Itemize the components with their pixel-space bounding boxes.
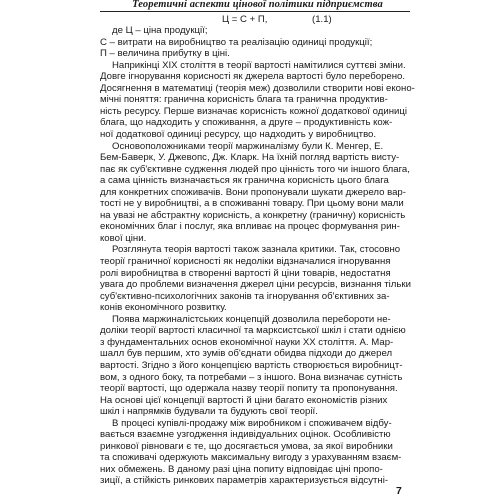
text-line: Розглянута теорія вартості також зазнала критики. Так, стосовно <box>112 244 401 256</box>
text-line: вається взаємне узгодження індивідуальних оцінок. Особливістю <box>100 429 391 441</box>
text-line: П – величина прибутку в ціні. <box>100 48 230 60</box>
text-line: пає як суб'єктивне судження людей про цінність того чи іншого блага, <box>100 163 410 175</box>
running-header: Теоретичні аспекти цінової політики підприємства <box>132 0 383 10</box>
text-line: увага до проблеми визначення джерел ціни ресурсів, визнання тільки <box>100 279 411 291</box>
text-line: конів економічного розвитку. <box>100 302 227 314</box>
text-line: шкіл і напрямків будували та будують свої теорії. <box>100 406 318 418</box>
text-line: теорії вартості, що одержала назву теорії попиту та пропонування. <box>100 383 398 395</box>
text-line: Бем-Баверк, У. Джевопс, Дж. Кларк. На їхній погляд вартість висту- <box>100 152 400 164</box>
text-line: ної додаткової одиниці ресурсу, що надходить у виробництво. <box>100 128 377 140</box>
text-line: Основоположниками теорії маржиналізму були К. Менгер, Е. <box>112 140 384 152</box>
text-line: суб'єктивно-психологічних законів та ігнорування об'єктивних за- <box>100 290 390 302</box>
text-line: ролі виробництва в створенні вартості й ціни товарів, недостатня <box>100 267 391 279</box>
text-line: шалл був першим, хто зумів об'єднати обидва підходи до джерел <box>100 348 393 360</box>
text-line: Досягнення в математиці (теорія меж) дозволили створити нові еконо- <box>100 82 415 94</box>
text-line: кової ціни. <box>100 232 147 244</box>
text-line: На основі цієї концепції вартості й ціни багато економістів різних <box>100 394 388 406</box>
text-line: В процесі купівлі-продажу між виробником і споживачем відбу- <box>112 417 392 429</box>
text-line: С – витрати на виробництво та реалізацію одиниці продукції; <box>100 36 373 48</box>
page-number: 7 <box>396 485 402 497</box>
text-line: а сама цінність визначається як гранична корисність цього блага <box>100 175 389 187</box>
text-line: та споживачі одержують максимальну вигоду з урахуванням взаєм- <box>100 452 402 464</box>
text-line: вом, з одного боку, та потребами – з іншого. Вона визначає сутність <box>100 371 403 383</box>
text-line: Наприкінці XIX століття в теорії вартості намітилися суттєві зміни. <box>112 59 406 71</box>
text-line: ринкової рівноваги є те, що досягається умова, за якої виробники <box>100 440 393 452</box>
text-line: тості не у виробництві, а в споживанні товару. При цьому вони мали <box>100 198 404 210</box>
text-line: вартості. Згідно з його концепцією вартість створюється виробницт- <box>100 359 403 371</box>
text-line: них обмежень. В даному разі ціна попиту відповідає ціні пропо- <box>100 463 383 475</box>
text-line: де Ц – ціна продукції; <box>112 25 208 36</box>
text-line: Поява маржиналістських концепцій дозволила перебороти не- <box>112 313 391 325</box>
text-line: на увазі не абстрактну корисність, а конкретну (граничну) корисність <box>100 209 406 221</box>
text-line: теорії граничної корисності як недоліки відзначалися ігнорування <box>100 256 391 267</box>
formula: Ц = С + П, <box>222 14 268 25</box>
text-line: доліки теорії вартості класичної та марксистської шкіл і стати однією <box>100 325 406 337</box>
text-line: зиції, а стійкість ринкових параметрів характеризується відсутні- <box>100 475 389 487</box>
text-line: Довге ігнорування корисності як джерела вартості було переборено. <box>100 71 406 83</box>
text-line: з фундаментальних основ економічної науки XX століття. А. Мар- <box>100 336 394 348</box>
text-line: мічні поняття: гранична корисність блага та гранична продуктив- <box>100 94 388 106</box>
text-line: ність ресурсу. Перше визначає корисність кожної додаткової одиниці <box>100 105 408 117</box>
formula-number: (1.1) <box>312 14 332 25</box>
text-line: блага, що надходить у споживання, а друге – продуктивність кож- <box>100 117 393 129</box>
text-line: для конкретних споживачів. Вони пропонували шукати джерело вар- <box>100 186 406 198</box>
header-rule <box>100 11 410 12</box>
text-line: економічних благ і послуг, яка впливає на процес формування рин- <box>100 221 400 233</box>
